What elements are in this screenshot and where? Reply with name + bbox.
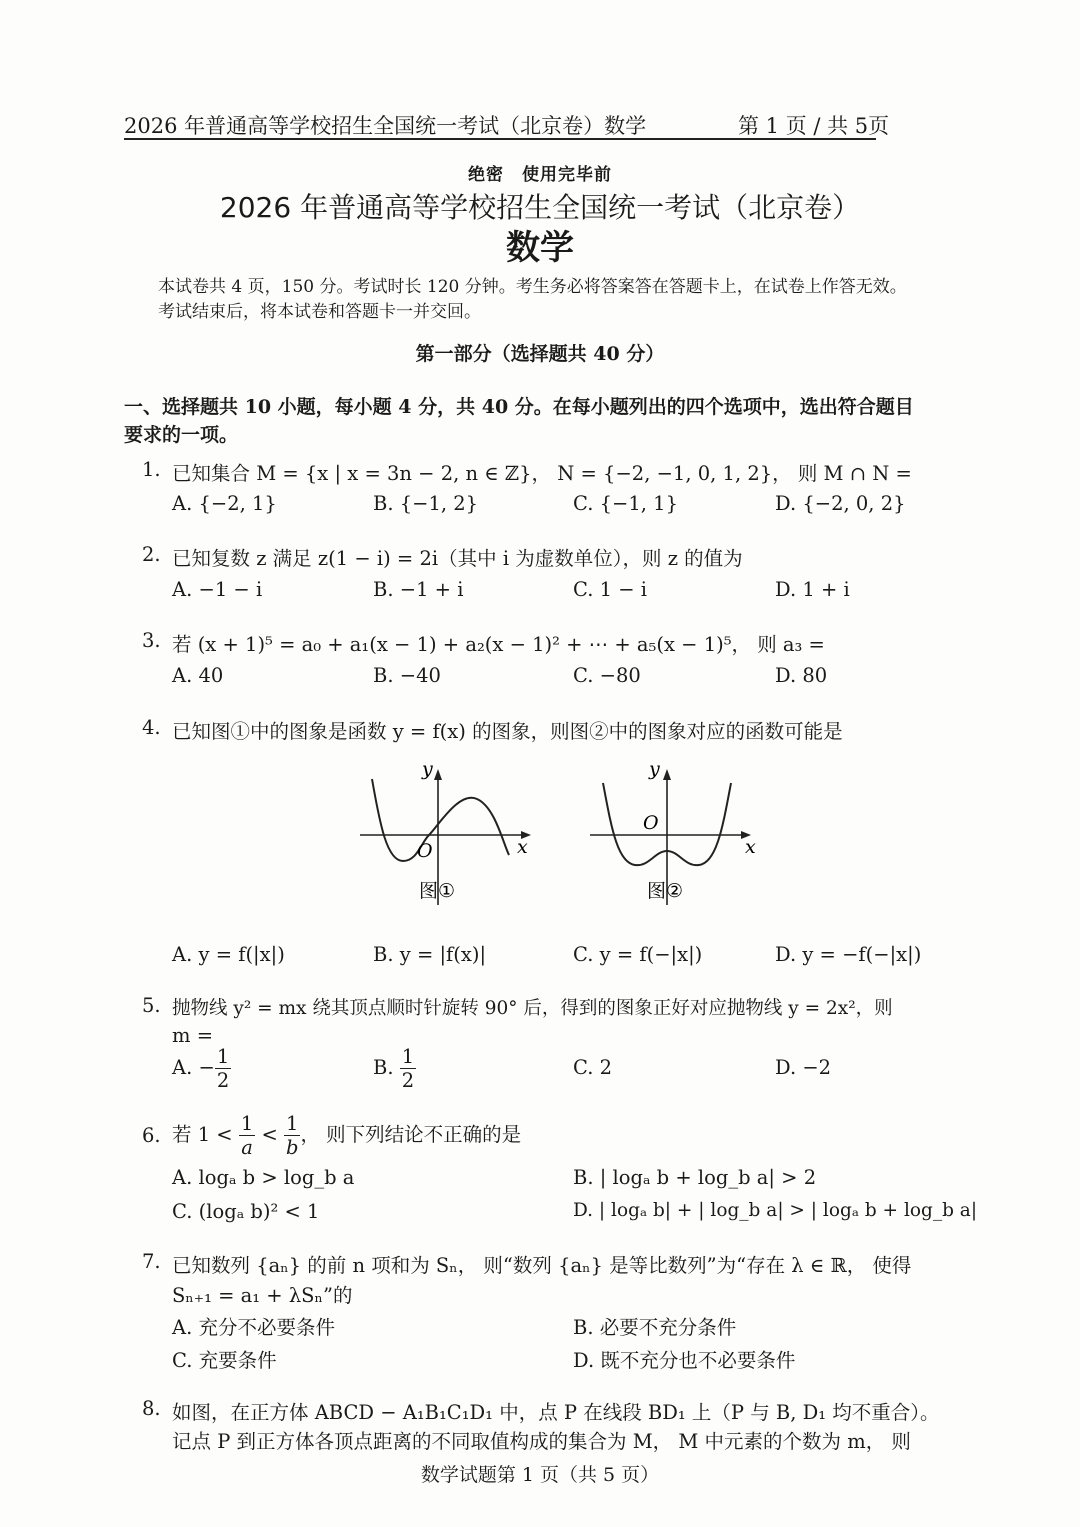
q3-option-a: A. 40 bbox=[172, 664, 224, 687]
confidential-mark: 绝密 使用完毕前 bbox=[468, 165, 612, 185]
q2-option-a: A. −1 − i bbox=[172, 578, 263, 601]
q8-number: 8. bbox=[142, 1397, 161, 1420]
q7-option-b: B. 必要不充分条件 bbox=[573, 1316, 737, 1339]
notice-line-1: 本试卷共 4 页，150 分。考试时长 120 分钟。考生务必将答案答在答题卡上，在试卷上作答无效。 bbox=[158, 277, 907, 297]
section-instruction-1: 一、选择题共 10 小题，每小题 4 分，共 40 分。在每小题列出的四个选项中，选出符合题目 bbox=[124, 396, 914, 418]
q5-option-a bbox=[172, 1044, 231, 1092]
q6-stem bbox=[172, 1110, 521, 1160]
q6-stem-a: 若 1 < bbox=[172, 1123, 233, 1146]
q6-stem-c: ， 则下列结论不正确的是 bbox=[300, 1123, 522, 1146]
q6-frac1-den: a bbox=[241, 1135, 253, 1159]
fig1-x-label: x bbox=[517, 836, 528, 858]
section-instruction-2: 要求的一项。 bbox=[124, 424, 239, 446]
q8-stem: 如图，在正方体 ABCD − A₁B₁C₁D₁ 中，点 P 在线段 BD₁ 上（P 与 B, D₁ 均不重合）。 bbox=[172, 1401, 940, 1424]
q5-option-b-prefix: B. bbox=[373, 1056, 394, 1079]
q7-number: 7. bbox=[142, 1250, 161, 1273]
q3-option-b: B. −40 bbox=[373, 664, 441, 687]
q5-a-numerator: 1 bbox=[216, 1045, 230, 1068]
fig2-x-label: x bbox=[745, 836, 756, 858]
fig2-y-label: y bbox=[649, 758, 660, 780]
q6-frac2-den: b bbox=[286, 1135, 299, 1159]
q6-fraction-1 bbox=[239, 1114, 255, 1157]
q5-stem-cont: m = bbox=[172, 1024, 214, 1047]
q7-option-a: A. 充分不必要条件 bbox=[172, 1316, 335, 1339]
q5-stem: 抛物线 y² = mx 绕其顶点顺时针旋转 90° 后，得到的图象正好对应抛物线 y = 2x²，则 bbox=[172, 998, 893, 1019]
q3-stem: 若 (x + 1)⁵ = a₀ + a₁(x − 1) + a₂(x − 1)² + ⋯ + a₅(x − 1)⁵， 则 a₃ = bbox=[172, 633, 825, 656]
fig2-caption: 图② bbox=[647, 880, 684, 902]
fig1-caption: 图① bbox=[419, 880, 456, 902]
q5-a-denominator: 2 bbox=[216, 1068, 230, 1092]
subject-title: 数学 bbox=[506, 228, 574, 268]
figure-2-graph bbox=[585, 755, 775, 915]
q2-option-b: B. −1 + i bbox=[373, 578, 464, 601]
q5-option-d: D. −2 bbox=[775, 1056, 832, 1079]
fig2-y-arrow bbox=[663, 769, 671, 780]
notice-line-2: 考试结束后，将本试卷和答题卡一并交回。 bbox=[158, 302, 481, 322]
q5-option-a-fraction bbox=[215, 1047, 231, 1090]
exam-title: 2026 年普通高等学校招生全国统一考试（北京卷） bbox=[219, 191, 861, 224]
q4-option-d: D. y = −f(−|x|) bbox=[775, 943, 922, 966]
q3-number: 3. bbox=[142, 629, 161, 652]
q1-stem: 已知集合 M = {x | x = 3n − 2, n ∈ ℤ}， N = {−2, −1, 0, 1, 2}， 则 M ∩ N = bbox=[172, 462, 912, 485]
q6-option-b: B. | logₐ b + log_b a| > 2 bbox=[573, 1166, 817, 1189]
q5-number: 5. bbox=[142, 994, 161, 1017]
q6-option-d: D. | logₐ b| + | log_b a| > | logₐ b + log_b a| bbox=[573, 1200, 978, 1221]
part-one-heading: 第一部分（选择题共 40 分） bbox=[415, 343, 665, 365]
q1-option-c: C. {−1, 1} bbox=[573, 492, 678, 515]
q4-number: 4. bbox=[142, 716, 161, 739]
q6-fraction-2 bbox=[284, 1114, 300, 1157]
q7-option-c: C. 充要条件 bbox=[172, 1349, 277, 1372]
q1-option-d: D. {−2, 0, 2} bbox=[775, 492, 906, 515]
page-footer: 数学试题第 1 页（共 5 页） bbox=[420, 1464, 660, 1486]
fig1-y-arrow bbox=[434, 769, 442, 780]
q6-option-c: C. (logₐ b)² < 1 bbox=[172, 1200, 320, 1223]
q3-option-d: D. 80 bbox=[775, 664, 828, 687]
q4-option-c: C. y = f(−|x|) bbox=[573, 943, 703, 966]
q1-option-b: B. {−1, 2} bbox=[373, 492, 479, 515]
q6-number: 6. bbox=[142, 1124, 161, 1147]
q7-stem: 已知数列 {aₙ} 的前 n 项和为 Sₙ， 则“数列 {aₙ} 是等比数列”为“存在 λ ∈ ℝ， 使得 bbox=[172, 1254, 912, 1277]
q5-option-c: C. 2 bbox=[573, 1056, 613, 1079]
fig1-y-label: y bbox=[422, 758, 433, 780]
q5-option-b bbox=[373, 1044, 416, 1092]
q3-option-c: C. −80 bbox=[573, 664, 641, 687]
q6-option-a: A. logₐ b > log_b a bbox=[172, 1166, 355, 1189]
fig1-origin-label: O bbox=[417, 840, 433, 862]
figure-1-graph bbox=[355, 755, 545, 915]
q6-frac1-num: 1 bbox=[240, 1112, 254, 1135]
q4-option-a: A. y = f(|x|) bbox=[172, 943, 285, 966]
q4-option-b: B. y = |f(x)| bbox=[373, 943, 487, 966]
q2-number: 2. bbox=[142, 543, 161, 566]
q7-option-d: D. 既不充分也不必要条件 bbox=[573, 1349, 796, 1372]
q2-stem: 已知复数 z 满足 z(1 − i) = 2i（其中 i 为虚数单位），则 z 的值为 bbox=[172, 547, 743, 570]
running-header-title: 2026 年普通高等学校招生全国统一考试（北京卷）数学 bbox=[124, 114, 647, 138]
q5-b-numerator: 1 bbox=[401, 1045, 415, 1068]
q2-option-d: D. 1 + i bbox=[775, 578, 850, 601]
fig2-origin-label: O bbox=[643, 812, 659, 834]
q5-option-b-fraction bbox=[400, 1047, 416, 1090]
q8-stem-cont: 记点 P 到正方体各顶点距离的不同取值构成的集合为 M， M 中元素的个数为 m， 则 bbox=[172, 1430, 911, 1453]
q1-option-a: A. {−2, 1} bbox=[172, 492, 277, 515]
q6-stem-b: < bbox=[261, 1123, 278, 1146]
running-header-page: 第 1 页 / 共 5页 bbox=[738, 114, 890, 138]
q1-number: 1. bbox=[142, 458, 161, 481]
header-rule bbox=[124, 138, 876, 140]
q2-option-c: C. 1 − i bbox=[573, 578, 648, 601]
q5-option-a-prefix: A. − bbox=[172, 1056, 215, 1079]
q5-b-denominator: 2 bbox=[401, 1068, 415, 1092]
fig1-curve bbox=[372, 779, 509, 861]
q4-stem: 已知图①中的图象是函数 y = f(x) 的图象，则图②中的图象对应的函数可能是 bbox=[172, 720, 843, 743]
q6-frac2-num: 1 bbox=[286, 1112, 299, 1135]
q7-stem-cont: Sₙ₊₁ = a₁ + λSₙ”的 bbox=[172, 1284, 353, 1307]
